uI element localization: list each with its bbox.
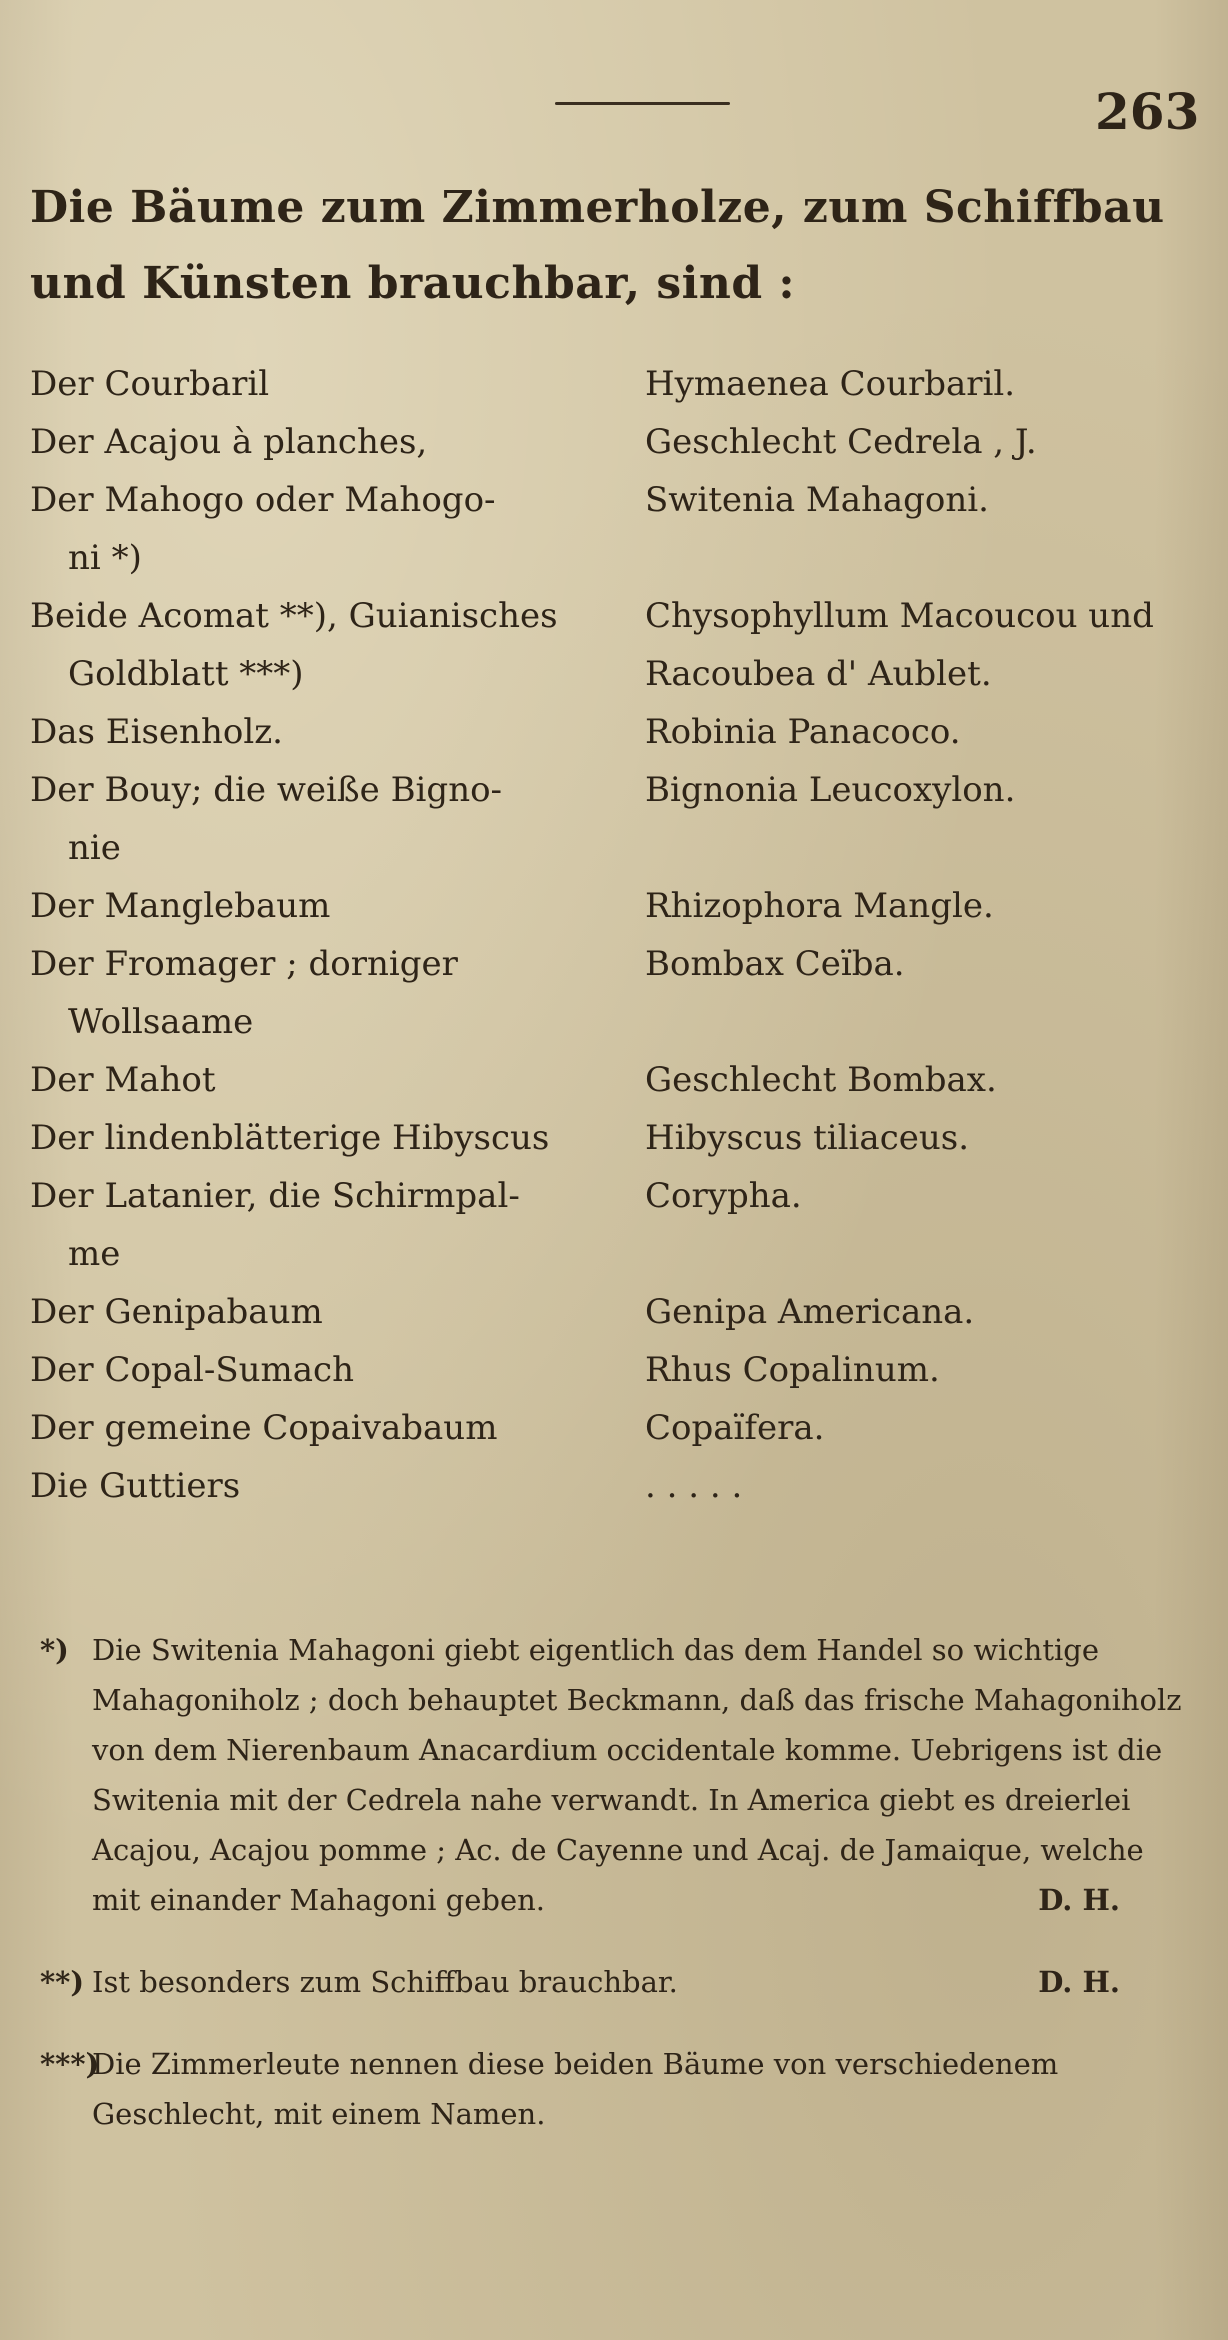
list-item — [30, 413, 1200, 471]
german-name: Der Latanier, die Schirmpal- — [30, 1176, 520, 1216]
german-name: Der Acajou à planches, — [30, 422, 428, 462]
german-name: Die Guttiers — [30, 1466, 241, 1506]
german-name: Der Fromager ; dorniger — [30, 944, 458, 984]
list-item — [30, 1167, 1200, 1283]
list-item — [30, 355, 1200, 413]
german-name: Der Courbaril — [30, 364, 270, 404]
latin-name: Bignonia Leucoxylon. — [645, 770, 1016, 810]
german-name: Der Mahogo oder Mahogo- — [30, 480, 496, 520]
latin-name: Hymaenea Courbaril. — [645, 364, 1016, 404]
footnote-text: Die Zimmerleute nennen diese beiden Bäume von verschiedenem Geschlecht, mit einem Namen. — [92, 2047, 1059, 2131]
german-name-continuation: nie — [68, 828, 121, 868]
german-name: Der lindenblätterige Hibyscus — [30, 1118, 550, 1158]
page-number: 263 — [1095, 82, 1200, 141]
latin-name: Hibyscus tiliaceus. — [645, 1118, 970, 1158]
list-item — [30, 1341, 1200, 1399]
footnote-signature: D. H. — [1038, 1883, 1120, 1917]
german-name: Der Mahot — [30, 1060, 216, 1100]
german-name: Der Copal-Sumach — [30, 1350, 354, 1390]
latin-name: . . . . . — [645, 1466, 743, 1506]
latin-name: Rhizophora Mangle. — [645, 886, 994, 926]
footnote-mark: **) — [40, 1965, 85, 1999]
latin-name: Chysophyllum Macoucou und Racoubea d' Aublet. — [645, 596, 1154, 694]
german-name-continuation: ni *) — [68, 538, 142, 578]
german-name-continuation: Wollsaame — [68, 1002, 254, 1042]
footnote-text: Ist besonders zum Schiffbau brauchbar. — [92, 1965, 678, 1999]
latin-name: Corypha. — [645, 1176, 802, 1216]
footnote-text: Die Switenia Mahagoni giebt eigentlich das dem Handel so wichtige Mahagoniholz ; doch behauptet Beckmann, daß das frische Mahagoniholz von dem Nierenbaum Anacardium occidentale komme. Uebrigens ist die Switenia mit der Cedrela nahe verwandt. In America giebt es dreierlei Acajou, Acajou pomme ; Ac. de Cayenne und Acaj. de Jamaique, welche mit einander Mahagoni geben. — [92, 1633, 1182, 1917]
header-rule — [555, 102, 730, 105]
german-name: Der Genipabaum — [30, 1292, 323, 1332]
list-item — [30, 471, 1200, 587]
latin-name: Rhus Copalinum. — [645, 1350, 940, 1390]
latin-name: Bombax Ceïba. — [645, 944, 905, 984]
list-item — [30, 1399, 1200, 1457]
list-item — [30, 587, 1200, 703]
tree-list — [30, 355, 1200, 1515]
german-name: Der Manglebaum — [30, 886, 331, 926]
list-item — [30, 761, 1200, 877]
list-item — [30, 1109, 1200, 1167]
footnote — [40, 1625, 1190, 1925]
footnote-mark: *) — [40, 1633, 69, 1667]
section-heading: Die Bäume zum Zimmerholze, zum Schiffbau und Künsten brauchbar, sind : — [30, 182, 1165, 309]
latin-name: Genipa Americana. — [645, 1292, 975, 1332]
list-item — [30, 703, 1200, 761]
german-name-continuation: Goldblatt ***) — [68, 654, 304, 694]
list-item — [30, 1457, 1200, 1515]
list-item — [30, 1051, 1200, 1109]
latin-name: Copaïfera. — [645, 1408, 825, 1448]
footnote-mark: ***) — [40, 2047, 100, 2081]
footnote-signature: D. H. — [1038, 1965, 1120, 1999]
footnotes — [40, 1625, 1190, 2171]
german-name: Der gemeine Copaivabaum — [30, 1408, 498, 1448]
german-name: Das Eisenholz. — [30, 712, 283, 752]
latin-name: Geschlecht Bombax. — [645, 1060, 997, 1100]
latin-name: Geschlecht Cedrela , J. — [645, 422, 1037, 462]
list-item — [30, 935, 1200, 1051]
footnote — [40, 2039, 1190, 2139]
list-item — [30, 877, 1200, 935]
german-name: Beide Acomat **), Guianisches — [30, 596, 558, 636]
list-item — [30, 1283, 1200, 1341]
latin-name: Robinia Panacoco. — [645, 712, 961, 752]
latin-name: Switenia Mahagoni. — [645, 480, 989, 520]
german-name-continuation: me — [68, 1234, 121, 1274]
footnote — [40, 1957, 1190, 2007]
german-name: Der Bouy; die weiße Bigno- — [30, 770, 503, 810]
